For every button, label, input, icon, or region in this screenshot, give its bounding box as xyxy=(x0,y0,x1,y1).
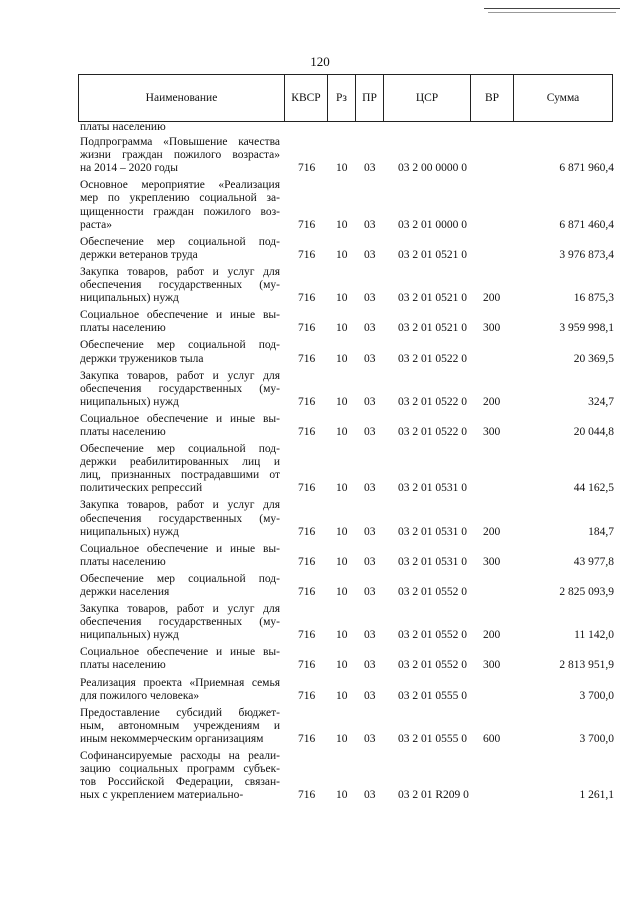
row-name xyxy=(80,499,280,538)
header-csr: ЦСР xyxy=(384,75,471,122)
row-name xyxy=(80,646,280,672)
row-name-line: держки тружеников тыла xyxy=(80,352,204,365)
table-row xyxy=(80,179,620,231)
row-name-line: ниципальных) нужд xyxy=(80,292,179,305)
row-name xyxy=(80,266,280,305)
row-pr: 03 xyxy=(364,162,376,175)
row-name xyxy=(80,309,280,335)
row-name-line: зацию социальных программ субъек- xyxy=(80,763,280,776)
row-kvsr: 716 xyxy=(298,322,316,335)
row-kvsr: 716 xyxy=(298,352,316,365)
row-name-line: ных с укреплением материально- xyxy=(80,789,244,802)
row-pr: 03 xyxy=(364,555,376,568)
table-row xyxy=(80,121,620,134)
row-rz: 10 xyxy=(336,352,348,365)
row-csr: 03 2 01 0521 0 xyxy=(398,292,467,305)
row-kvsr: 716 xyxy=(298,425,316,438)
row-csr: 03 2 01 0531 0 xyxy=(398,525,467,538)
row-name-line: Закупка товаров, работ и услуг для xyxy=(80,603,280,616)
table-row xyxy=(80,339,620,365)
table-row xyxy=(80,573,620,599)
row-name-line: держки населения xyxy=(80,586,170,598)
row-name-line: держки ветеранов труда xyxy=(80,248,198,261)
row-name-line: Софинансируемые расходы на реали- xyxy=(80,750,280,763)
row-sum: 3 700,0 xyxy=(579,689,614,702)
header-sum: Сумма xyxy=(514,75,613,122)
row-vr: 300 xyxy=(483,555,501,568)
row-csr: 03 2 01 0521 0 xyxy=(398,248,467,261)
row-name-line: обеспечения государственных (му- xyxy=(80,616,280,629)
row-kvsr: 716 xyxy=(298,659,316,672)
top-rule-secondary xyxy=(488,12,616,13)
row-name-line: жизни граждан пожилого возраста» xyxy=(80,149,280,162)
header-kvsr: КВСР xyxy=(285,75,328,122)
row-rz: 10 xyxy=(336,789,348,802)
table-row xyxy=(80,677,620,703)
row-name xyxy=(80,236,280,262)
row-rz: 10 xyxy=(336,395,348,408)
table-row xyxy=(80,603,620,642)
row-pr: 03 xyxy=(364,248,376,261)
header-rz: Рз xyxy=(328,75,356,122)
row-name-line: ным, автономным учреждениям и xyxy=(80,719,280,732)
row-kvsr: 716 xyxy=(298,789,316,802)
row-vr: 200 xyxy=(483,292,501,305)
row-rz: 10 xyxy=(336,659,348,672)
table-row xyxy=(80,707,620,746)
row-pr: 03 xyxy=(364,689,376,702)
row-sum: 2 813 951,9 xyxy=(559,659,614,672)
row-name xyxy=(80,750,280,802)
row-csr: 03 2 01 R209 0 xyxy=(398,789,469,802)
row-pr: 03 xyxy=(364,732,376,745)
header-vr: ВР xyxy=(471,75,514,122)
row-sum: 3 959 998,1 xyxy=(559,322,614,335)
row-name-line: политических репрессий xyxy=(80,482,203,495)
row-csr: 03 2 01 0552 0 xyxy=(398,586,467,598)
table-row xyxy=(80,266,620,305)
row-kvsr: 716 xyxy=(298,292,316,305)
row-name-line: платы населению xyxy=(80,425,166,438)
row-pr: 03 xyxy=(364,789,376,802)
row-sum: 184,7 xyxy=(588,525,614,538)
row-name-line: Обеспечение мер социальной под- xyxy=(80,443,280,456)
row-kvsr: 716 xyxy=(298,732,316,745)
row-name-line: Социальное обеспечение и иные вы- xyxy=(80,646,280,659)
row-kvsr: 716 xyxy=(298,629,316,642)
row-name xyxy=(80,443,280,495)
row-pr: 03 xyxy=(364,629,376,642)
row-vr: 300 xyxy=(483,659,501,672)
row-kvsr: 716 xyxy=(298,555,316,568)
row-vr: 200 xyxy=(483,525,501,538)
row-vr: 200 xyxy=(483,629,501,642)
row-name-line: ниципальных) нужд xyxy=(80,525,179,538)
row-name xyxy=(80,707,280,746)
row-csr: 03 2 01 0531 0 xyxy=(398,482,467,495)
row-name-line: держки реабилитированных лиц и xyxy=(80,456,280,469)
row-name-line: платы населению xyxy=(80,322,166,335)
table-row xyxy=(80,136,620,175)
row-pr: 03 xyxy=(364,482,376,495)
row-csr: 03 2 01 0521 0 xyxy=(398,322,467,335)
row-sum: 20 369,5 xyxy=(573,352,614,365)
row-pr: 03 xyxy=(364,322,376,335)
row-sum: 2 825 093,9 xyxy=(559,586,614,598)
row-name-line: Закупка товаров, работ и услуг для xyxy=(80,369,280,382)
table-body xyxy=(80,121,620,806)
row-vr: 600 xyxy=(483,732,501,745)
row-vr: 200 xyxy=(483,395,501,408)
table-row xyxy=(80,370,620,409)
row-sum: 11 142,0 xyxy=(574,629,614,642)
row-name xyxy=(80,573,280,599)
row-pr: 03 xyxy=(364,352,376,365)
row-name-line: Основное мероприятие «Реализация xyxy=(80,179,280,192)
row-name xyxy=(80,413,280,439)
row-name-line: раста» xyxy=(80,218,112,231)
row-rz: 10 xyxy=(336,732,348,745)
row-name xyxy=(80,370,280,409)
row-name-line: Социальное обеспечение и иные вы- xyxy=(80,412,280,425)
row-name-line: ниципальных) нужд xyxy=(80,629,179,642)
row-name-line: Обеспечение мер социальной под- xyxy=(80,235,280,248)
row-csr: 03 2 01 0552 0 xyxy=(398,629,467,642)
row-kvsr: 716 xyxy=(298,586,316,598)
row-sum: 6 871 960,4 xyxy=(559,162,614,175)
row-csr: 03 2 01 0552 0 xyxy=(398,659,467,672)
row-name-line: мер по укреплению социальной за- xyxy=(80,192,280,205)
row-rz: 10 xyxy=(336,162,348,175)
row-csr: 03 2 00 0000 0 xyxy=(398,162,467,175)
row-name xyxy=(80,136,280,175)
row-csr: 03 2 01 0522 0 xyxy=(398,425,467,438)
row-kvsr: 716 xyxy=(298,689,316,702)
row-csr: 03 2 01 0522 0 xyxy=(398,352,467,365)
row-rz: 10 xyxy=(336,689,348,702)
row-name-line: платы населению xyxy=(80,121,166,133)
table-row xyxy=(80,543,620,569)
table-row xyxy=(80,413,620,439)
table-row xyxy=(80,646,620,672)
row-name-line: Подпрограмма «Повышение качества xyxy=(80,136,280,149)
row-rz: 10 xyxy=(336,248,348,261)
row-name-line: Обеспечение мер социальной под- xyxy=(80,572,280,585)
row-kvsr: 716 xyxy=(298,248,316,261)
row-name-line: платы населению xyxy=(80,555,166,568)
row-rz: 10 xyxy=(336,292,348,305)
row-kvsr: 716 xyxy=(298,395,316,408)
row-pr: 03 xyxy=(364,425,376,438)
row-rz: 10 xyxy=(336,555,348,568)
row-name-line: ниципальных) нужд xyxy=(80,395,179,408)
top-rule xyxy=(484,8,620,9)
row-name xyxy=(80,179,280,231)
row-pr: 03 xyxy=(364,218,376,231)
row-name-line: иным некоммерческим организациям xyxy=(80,732,264,745)
row-pr: 03 xyxy=(364,292,376,305)
row-sum: 3 976 873,4 xyxy=(559,248,614,261)
row-name-line: Закупка товаров, работ и услуг для xyxy=(80,265,280,278)
row-name-line: Социальное обеспечение и иные вы- xyxy=(80,309,280,322)
row-name-line: лиц, признанных пострадавшими от xyxy=(80,469,280,482)
row-pr: 03 xyxy=(364,525,376,538)
table-row xyxy=(80,309,620,335)
row-sum: 3 700,0 xyxy=(579,732,614,745)
row-name-line: на 2014 – 2020 годы xyxy=(80,162,178,175)
row-rz: 10 xyxy=(336,425,348,438)
row-rz: 10 xyxy=(336,482,348,495)
row-kvsr: 716 xyxy=(298,525,316,538)
row-name-line: Обеспечение мер социальной под- xyxy=(80,339,280,352)
row-name xyxy=(80,121,280,134)
row-name-line: платы населению xyxy=(80,659,166,672)
row-rz: 10 xyxy=(336,218,348,231)
row-rz: 10 xyxy=(336,629,348,642)
row-pr: 03 xyxy=(364,586,376,598)
row-rz: 10 xyxy=(336,586,348,598)
row-name-line: обеспечения государственных (му- xyxy=(80,382,280,395)
row-sum: 44 162,5 xyxy=(573,482,614,495)
row-name-line: Предоставление субсидий бюджет- xyxy=(80,706,280,719)
row-csr: 03 2 01 0000 0 xyxy=(398,218,467,231)
row-rz: 10 xyxy=(336,322,348,335)
row-kvsr: 716 xyxy=(298,162,316,175)
row-vr: 300 xyxy=(483,425,501,438)
row-name-line: тов Российской Федерации, связан- xyxy=(80,776,280,789)
row-sum: 16 875,3 xyxy=(573,292,614,305)
row-vr: 300 xyxy=(483,322,501,335)
table-row xyxy=(80,750,620,802)
row-name xyxy=(80,603,280,642)
row-name-line: обеспечения государственных (му- xyxy=(80,512,280,525)
row-name-line: обеспечения государственных (му- xyxy=(80,279,280,292)
row-sum: 20 044,8 xyxy=(573,425,614,438)
row-kvsr: 716 xyxy=(298,482,316,495)
row-rz: 10 xyxy=(336,525,348,538)
table-row xyxy=(80,443,620,495)
row-pr: 03 xyxy=(364,659,376,672)
page-number: 120 xyxy=(310,54,330,69)
row-name-line: Реализация проекта «Приемная семья xyxy=(80,676,280,689)
row-name xyxy=(80,677,280,703)
table-row xyxy=(80,236,620,262)
row-csr: 03 2 01 0555 0 xyxy=(398,732,467,745)
row-csr: 03 2 01 0522 0 xyxy=(398,395,467,408)
row-name-line: для пожилого человека» xyxy=(80,689,200,702)
header-name: Наименование xyxy=(79,75,285,122)
table-header xyxy=(78,74,613,122)
row-sum: 43 977,8 xyxy=(573,555,614,568)
row-sum: 6 871 460,4 xyxy=(559,218,614,231)
row-kvsr: 716 xyxy=(298,218,316,231)
row-csr: 03 2 01 0555 0 xyxy=(398,689,467,702)
row-sum: 324,7 xyxy=(588,395,614,408)
row-name xyxy=(80,339,280,365)
row-name-line: Закупка товаров, работ и услуг для xyxy=(80,499,280,512)
row-pr: 03 xyxy=(364,395,376,408)
header-pr: ПР xyxy=(356,75,384,122)
row-sum: 1 261,1 xyxy=(579,789,614,802)
row-name-line: Социальное обеспечение и иные вы- xyxy=(80,542,280,555)
row-csr: 03 2 01 0531 0 xyxy=(398,555,467,568)
table-row xyxy=(80,499,620,538)
row-name-line: щищенности граждан пожилого воз- xyxy=(80,205,280,218)
row-name xyxy=(80,543,280,569)
